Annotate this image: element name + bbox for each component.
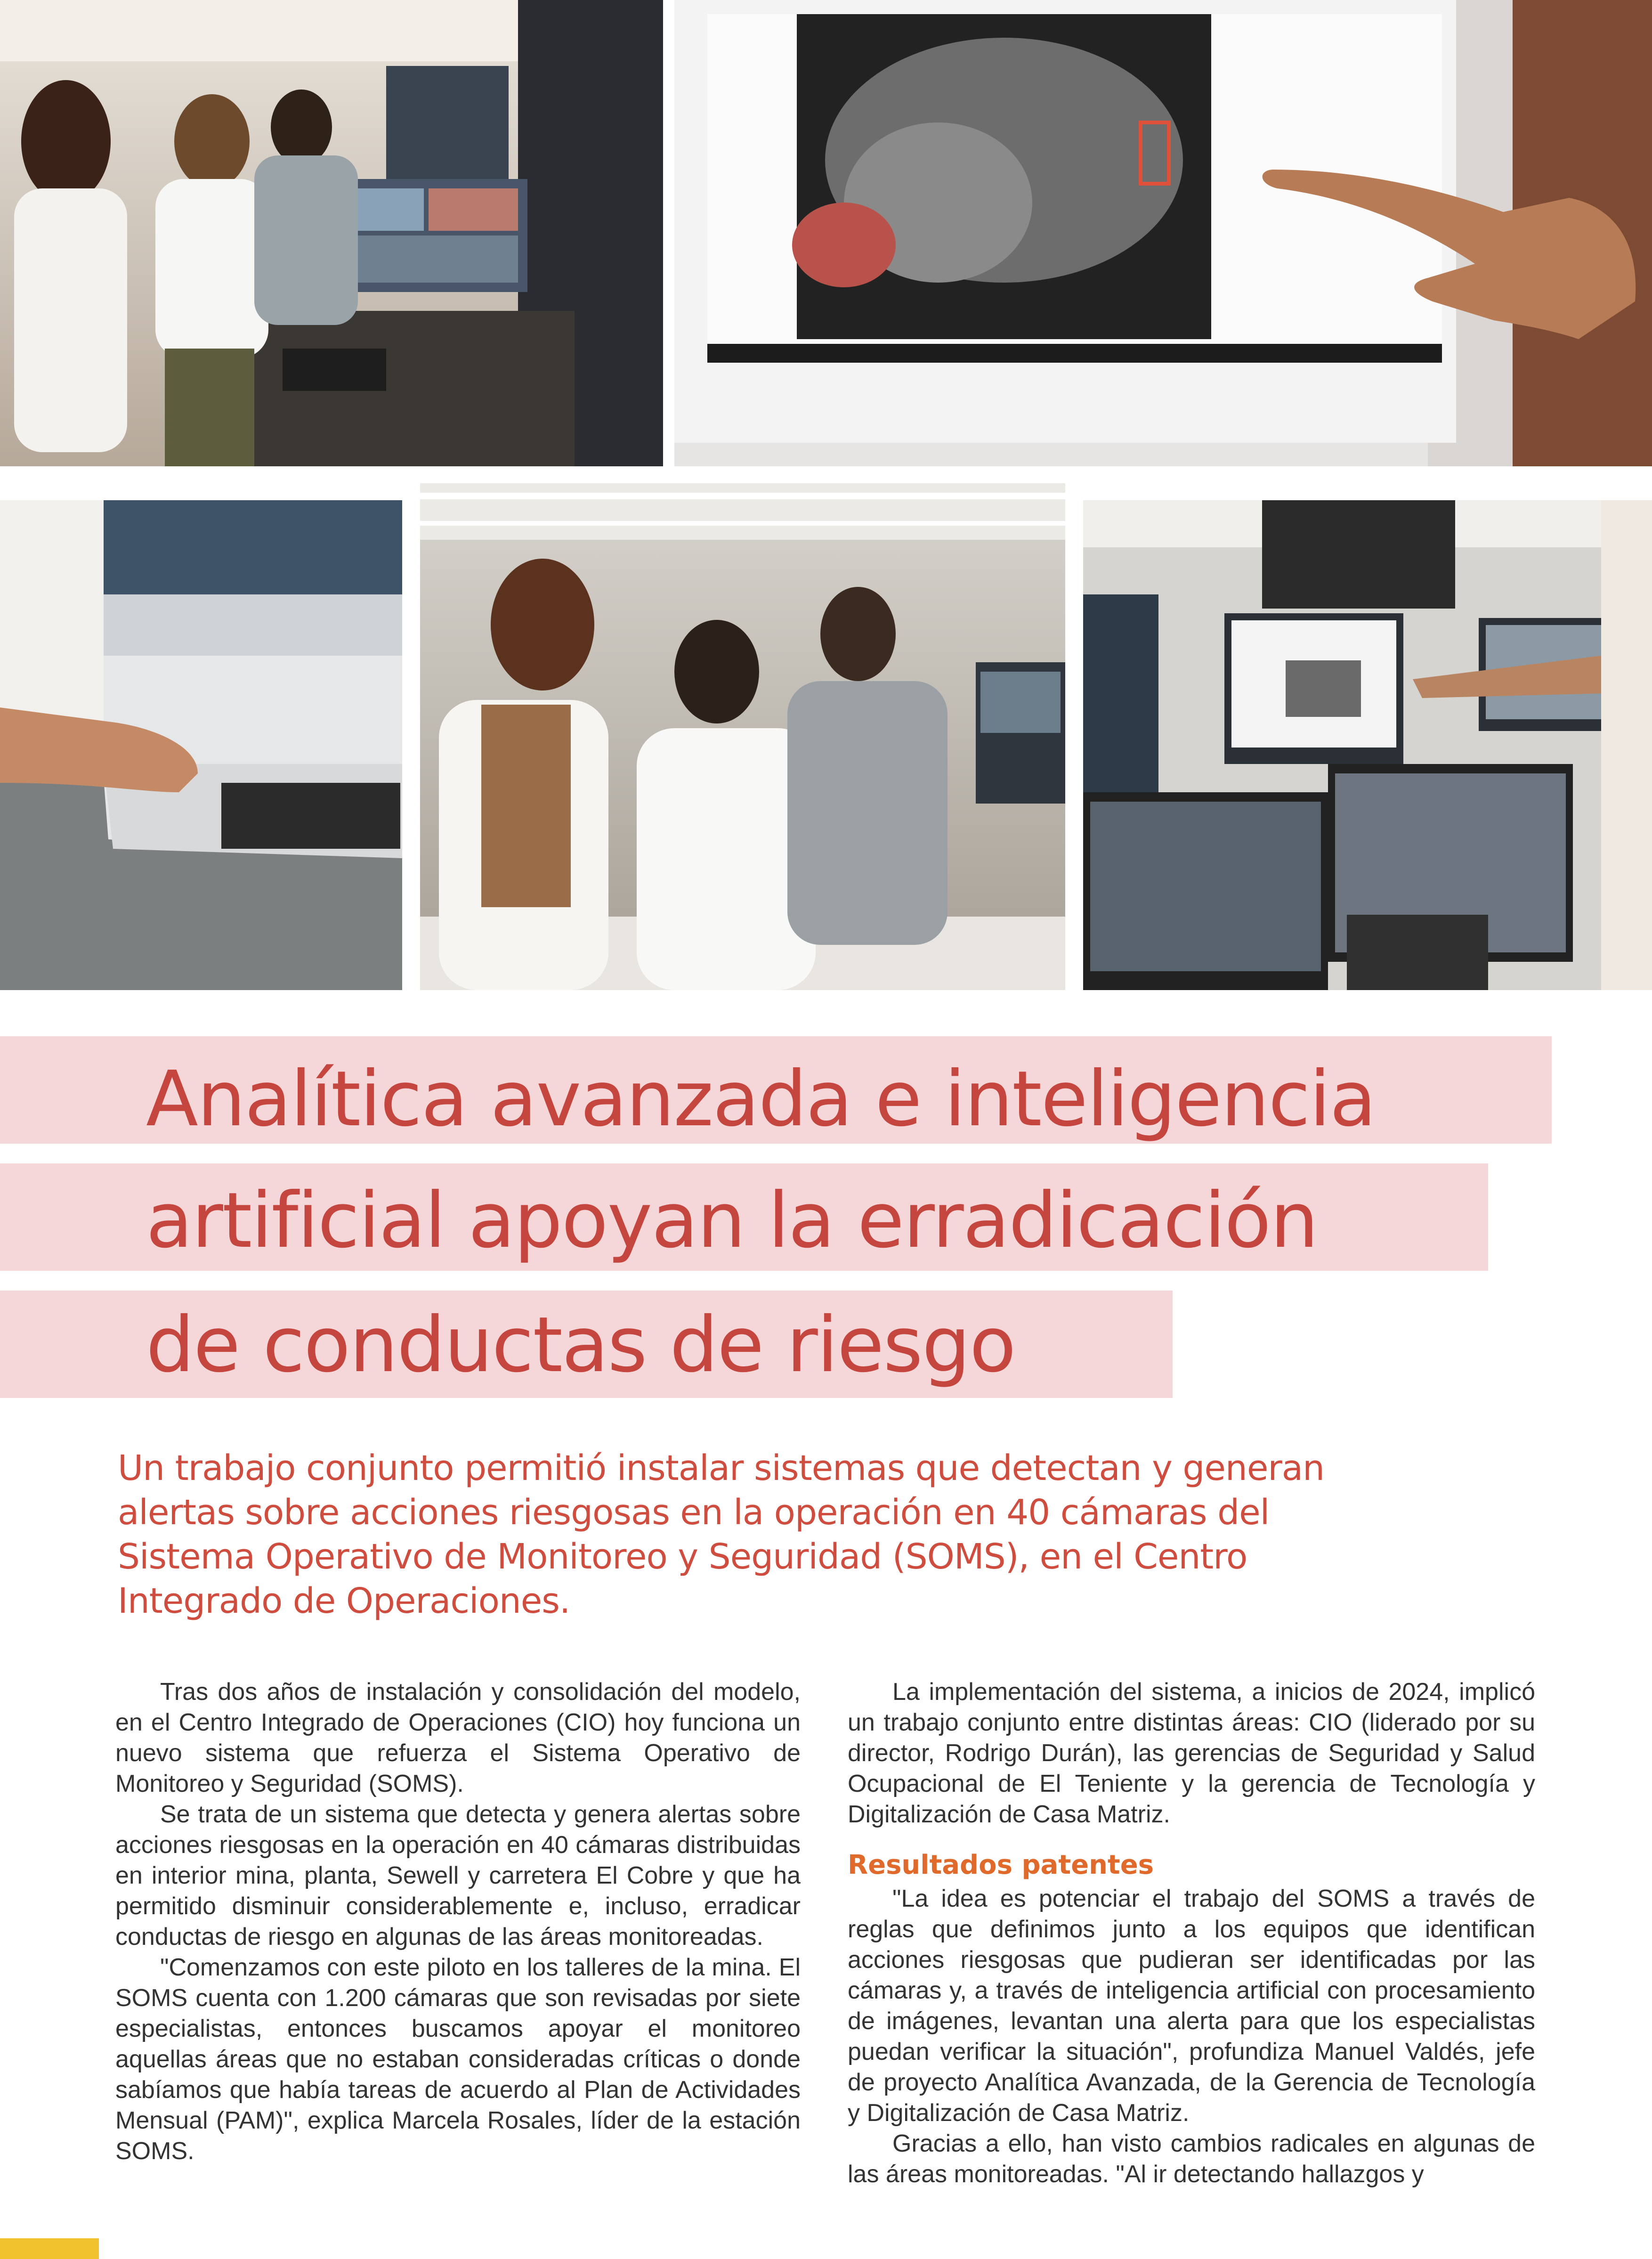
body-paragraph: La implementación del sistema, a inicios de 2024, implicó un trabajo conjunto entre distintas áreas: CIO (liderado por su director, Rodrigo Durán), las gerencias de Seguridad y Salud Ocupacional de El Teniente y la gerencia de Tecnología y Digitalización de Casa Matriz. bbox=[848, 1678, 1535, 1828]
title-line-3: de conductas de riesgo bbox=[146, 1301, 1015, 1390]
photo-ai-detection-screen bbox=[674, 0, 1652, 466]
photo-monitoring-screens bbox=[1083, 500, 1652, 990]
body-column-right bbox=[848, 1677, 1535, 2190]
body-paragraph: "La idea es potenciar el trabajo del SOMS a través de reglas que definimos junto a los equipos que identifican acciones riesgosas que pudieran ser identificadas por las cámaras y, a través de inteligencia artificial con procesamiento de imágenes, levantan una alerta para que los especialistas puedan verificar la situación", profundiza Manuel Valdés, jefe de proyecto Analítica Avanzada, de la Gerencia de Tecnología y Digitalización de Casa Matriz. bbox=[848, 1885, 1535, 2127]
body-paragraph: Se trata de un sistema que detecta y genera alertas sobre acciones riesgosas en la operación en 40 cámaras distribuidas en interior mina, planta, Sewell y carretera El Cobre y que ha permitido disminuir considerablemente e, incluso, erradicar conductas de riesgo en algunas de las áreas monitoreadas. bbox=[115, 1801, 801, 1950]
photo-control-room-team bbox=[0, 0, 663, 466]
body-paragraph: Gracias a ello, han visto cambios radicales en algunas de las áreas monitoreadas. "Al ir detectando hallazgos y bbox=[848, 2130, 1535, 2188]
section-subheading: Resultados patentes bbox=[848, 1850, 1154, 1880]
title-line-1: Analítica avanzada e inteligencia bbox=[146, 1055, 1376, 1144]
body-paragraph: Tras dos años de instalación y consolidación del modelo, en el Centro Integrado de Operaciones (CIO) hoy funciona un nuevo sistema que refuerza el Sistema Operativo de Monitoreo y Seguridad (SOMS). bbox=[115, 1678, 801, 1797]
photo-three-specialists bbox=[420, 483, 1065, 990]
title-line-2: artificial apoyan la erradicación bbox=[146, 1177, 1318, 1265]
page-corner-tab bbox=[0, 2238, 99, 2259]
body-column-left bbox=[115, 1677, 801, 2167]
photo-laptop-keyboard bbox=[0, 500, 402, 990]
article-lead: Un trabajo conjunto permitió instalar sistemas que detectan y generan alertas sobre acciones riesgosas en la operación en 40 cámaras del Sistema Operativo de Monitoreo y Seguridad (SOMS), en el Centro Integrado de Operaciones. bbox=[118, 1448, 1325, 1621]
body-paragraph: "Comenzamos con este piloto en los talleres de la mina. El SOMS cuenta con 1.200 cámaras que son revisadas por siete especialistas, entonces buscamos apoyar el monitoreo aquellas áreas que no estaban consideradas críticas o donde sabíamos que había tareas de acuerdo al Plan de Actividades Mensual (PAM)", explica Marcela Rosales, líder de la estación SOMS. bbox=[115, 1954, 801, 2165]
